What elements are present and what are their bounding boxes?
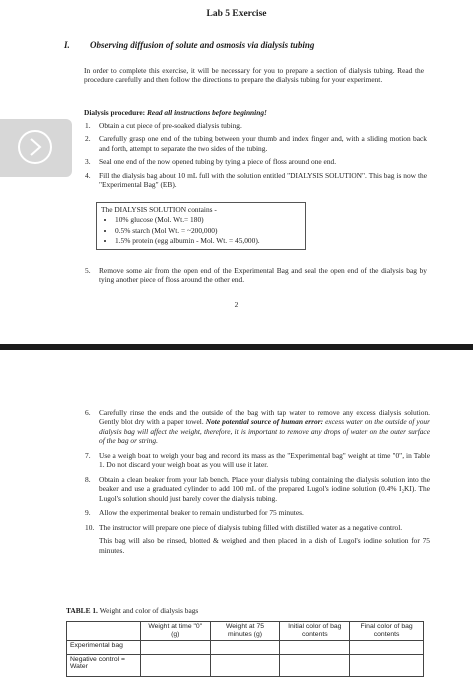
step-4	[85, 171, 427, 190]
human-error-label: Note potential source of human error:	[205, 417, 324, 427]
procedure-heading	[84, 108, 267, 117]
procedure-note: Read all instructions before beginning!	[146, 108, 267, 117]
solution-item: • 10% glucose (Mol. Wt.= 180)	[115, 215, 301, 224]
step-3	[85, 157, 427, 166]
table-cell[interactable]	[210, 640, 280, 654]
step-number: 6.	[85, 408, 91, 417]
table-cell[interactable]	[350, 654, 424, 676]
step-text: Obtain a cut piece of pre-soaked dialysis tubing.	[99, 121, 242, 130]
step-9	[85, 508, 430, 517]
table-cell[interactable]	[350, 640, 424, 654]
step-text: Carefully grasp one end of the tubing between your thumb and index finger and, with a sliding motion back and forth, attempt to separate the two sides of the tubing.	[99, 134, 427, 153]
step-number: 7.	[85, 450, 91, 460]
section-number: I.	[64, 40, 70, 50]
table-cell[interactable]	[210, 654, 280, 676]
procedure-steps-continued	[85, 408, 430, 560]
table-cell[interactable]	[140, 640, 210, 654]
table-caption-label: TABLE 1.	[66, 606, 98, 615]
step-10	[85, 523, 430, 555]
solution-box-title: The DIALYSIS SOLUTION contains -	[101, 205, 217, 214]
step-number: 3.	[85, 157, 91, 167]
step-text: Obtain a clean beaker from your lab bench. Place your dialysis tubing containing the dialysis solution into the beaker and use a graduated cylinder to add 100 mL of the prepared Lugol's iodine solution (0.4% I₂KI). The Lugol's solution should just barely cover the dialysis tubing.	[99, 474, 430, 503]
page-number: 2	[234, 300, 239, 309]
section-title: Observing diffusion of solute and osmosis via dialysis tubing	[90, 40, 315, 50]
next-page-button[interactable]	[18, 130, 52, 164]
table-header-row	[67, 622, 424, 641]
step-text: Allow the experimental beaker to remain undisturbed for 75 minutes.	[99, 508, 304, 518]
step-number: 8.	[85, 474, 91, 484]
page-title: Lab 5 Exercise	[206, 9, 267, 19]
intro-paragraph: In order to complete this exercise, it will be necessary for you to prepare a section of dialysis tubing. Read the procedure carefully and then follow the directions to prepare the dialysis tubing for your experiment.	[84, 66, 424, 85]
step-1	[85, 121, 427, 130]
table-cell[interactable]	[280, 640, 350, 654]
step-5	[85, 266, 427, 285]
step-text: Use a weigh boat to weigh your bag and record its mass as the "Experimental bag" weight at time "0", in Table 1. Do not discard your weigh boat as you will use it later.	[99, 450, 430, 470]
step-8	[85, 475, 430, 503]
procedure-steps	[85, 121, 427, 194]
solution-item: • 0.5% starch (Mol Wt. = ~200,000)	[115, 226, 301, 235]
table-cell[interactable]	[280, 654, 350, 676]
step-number: 9.	[85, 508, 91, 518]
table-header: Weight at 75 minutes (g)	[210, 622, 280, 641]
step-number: 1.	[85, 121, 91, 130]
table-cell[interactable]	[140, 654, 210, 676]
table-header	[67, 622, 141, 641]
solution-item: • 1.5% protein (egg albumin - Mol. Wt. = 45,000).	[115, 236, 301, 245]
row-label: Experimental bag	[67, 640, 141, 654]
step-text: Remove some air from the open end of the Experimental Bag and seal the open end of the dialysis bag by tying another piece of floss around the other end.	[99, 266, 427, 285]
table-row	[67, 640, 424, 654]
step-7	[85, 451, 430, 470]
step-2	[85, 134, 427, 153]
step-number: 10.	[85, 522, 95, 532]
step-text	[99, 408, 430, 446]
step-number: 5.	[85, 266, 91, 275]
step-number: 4.	[85, 170, 91, 180]
procedure-heading-label: Dialysis procedure:	[84, 108, 146, 117]
step-text	[99, 523, 430, 555]
table-header: Final color of bag contents	[350, 622, 424, 641]
weight-color-table	[66, 621, 424, 677]
human-error-note: excess water on the outside of your dialysis bag will affect the weight, therefore, it is important to remove any drops of water on the outer surface of the bag or string.	[99, 417, 430, 446]
solution-list	[101, 215, 301, 245]
step-number: 2.	[85, 134, 91, 144]
step-10-text: The instructor will prepare one piece of dialysis tubing filled with distilled water as a negative control.	[99, 522, 403, 532]
table-row	[67, 654, 424, 676]
step-text: Seal one end of the now opened tubing by tying a piece of floss around one end.	[99, 157, 337, 167]
step-6-text: Carefully rinse the ends and the outside of the bag with tap water to remove any excess dialysis solution. Gently blot dry with a paper towel.	[99, 408, 430, 427]
step-10-subtext: This bag will also be rinsed, blotted & weighed and then placed in a dish of Lugol's iodine solution for 75 minutes.	[99, 536, 430, 555]
table-header: Weight at time "0" (g)	[140, 622, 210, 641]
row-label: Negative control = Water	[67, 654, 141, 676]
table-caption-text: Weight and color of dialysis bags	[99, 606, 199, 615]
chevron-right-icon	[28, 138, 42, 156]
section-heading	[64, 40, 314, 52]
table-header: Initial color of bag contents	[280, 622, 350, 641]
table-caption	[66, 606, 198, 615]
step-6	[85, 408, 430, 446]
solution-box	[96, 202, 306, 250]
page-divider	[0, 344, 473, 350]
step-text: Fill the dialysis bag about 10 mL full with the solution entitled "DIALYSIS SOLUTION". This bag is now the "Experimental Bag" (EB).	[99, 170, 427, 190]
